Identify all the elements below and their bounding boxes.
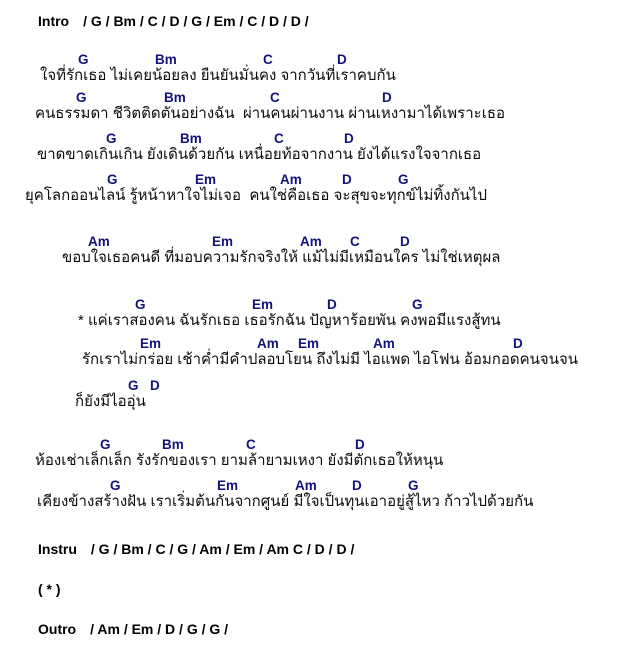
chord-line xyxy=(0,52,620,67)
chord-label: G xyxy=(76,90,87,105)
lyric-line: คนธรรมดา ชีวิตติดตันอย่างฉัน ผ่านคนผ่านงาน ผ่านเหงามาได้เพราะเธอ xyxy=(35,105,506,122)
chord-label: C xyxy=(263,52,273,67)
chord-label: G xyxy=(135,297,146,312)
chord-label: Em xyxy=(195,172,217,187)
section-heading xyxy=(38,12,309,30)
chord-label: D xyxy=(352,478,362,493)
lyric-line: ก็ยังมีไออุ่น xyxy=(75,393,146,410)
chord-label: D xyxy=(400,234,410,249)
section-heading xyxy=(38,540,354,558)
lyric-line: ใจที่รักเธอ ไม่เคยน้อยลง ยืนยันมั่นคง จากวันที่เราคบกัน xyxy=(40,67,396,84)
chord-label: D xyxy=(342,172,352,187)
chord-sequence: / G / Bm / C / D / G / Em / C / D / D / xyxy=(83,13,309,29)
chord-label: D xyxy=(382,90,392,105)
chord-label: Bm xyxy=(155,52,177,67)
chord-label: Bm xyxy=(162,437,184,452)
chord-line xyxy=(0,234,620,249)
chord-label: Am xyxy=(280,172,302,187)
chord-line xyxy=(0,478,620,493)
chord-label: D xyxy=(327,297,337,312)
chord-label: D xyxy=(513,336,523,351)
lyric-line: ขอบใจเธอคนดี ที่มอบความรักจริงให้ แม้ไม่มีเหมือนใคร ไม่ใช่เหตุผล xyxy=(62,249,501,266)
chord-label: G xyxy=(110,478,121,493)
chord-label: C xyxy=(246,437,256,452)
chord-label: Am xyxy=(373,336,395,351)
chord-label: Em xyxy=(217,478,239,493)
chord-label: Em xyxy=(252,297,274,312)
chord-label: Bm xyxy=(180,131,202,146)
chord-label: C xyxy=(274,131,284,146)
chord-label: Bm xyxy=(164,90,186,105)
lyric-line: ขาดขาดเกินเกิน ยังเดินด้วยกัน เหนื่อยท้อจากงาน ยังได้แรงใจจากเธอ xyxy=(37,146,482,163)
lyric-line: ห้องเช่าเล็กเล็ก รังรักของเรา ยามล้ายามเหงา ยังมีตักเธอให้หนุน xyxy=(35,452,444,469)
section-label: Intro xyxy=(38,13,70,29)
chord-label: D xyxy=(344,131,354,146)
chord-label: G xyxy=(398,172,409,187)
chord-label: C xyxy=(270,90,280,105)
repeat-mark: ( * ) xyxy=(38,581,61,597)
lyric-line: * แค่เราสองคน ฉันรักเธอ เธอรักฉัน ปัญหาร้อยพัน คงพอมีแรงสู้ทน xyxy=(78,312,501,329)
section-heading xyxy=(38,620,228,638)
chord-line xyxy=(0,336,620,351)
lyric-line: ยุคโลกออนไลน์ รู้หน้าหาใจไม่เจอ คนใช่คือเธอ จะสุขจะทุกข์ไม่ทิ้งกันไป xyxy=(25,187,487,204)
chord-label: Am xyxy=(257,336,279,351)
section-label: Instru xyxy=(38,541,77,557)
chord-label: D xyxy=(355,437,365,452)
chord-line xyxy=(0,90,620,105)
chord-label: Em xyxy=(298,336,320,351)
chord-label: Am xyxy=(295,478,317,493)
lyric-line: รักเราไม่กร่อย เช้าค่ำมีคำปลอบโยน ถึงไม่มี ไอแพด ไอโฟน อ้อมกอดคนจนจน xyxy=(82,351,578,368)
lyric-line: เคียงข้างสร้างฝัน เราเริ่มต้นกันจากศูนย์ มีใจเป็นทุนเอาอยู่สู้ไหว ก้าวไปด้วยกัน xyxy=(37,493,534,510)
chord-line xyxy=(0,131,620,146)
chord-sequence: / Am / Em / D / G / G / xyxy=(90,621,229,637)
chord-label: G xyxy=(412,297,423,312)
chord-label: Am xyxy=(88,234,110,249)
chord-label: G xyxy=(107,172,118,187)
chord-line xyxy=(0,378,620,393)
chord-label: C xyxy=(350,234,360,249)
chord-label: G xyxy=(408,478,419,493)
chord-line xyxy=(0,172,620,187)
chord-label: Em xyxy=(140,336,162,351)
chord-label: G xyxy=(128,378,139,393)
chord-label: G xyxy=(100,437,111,452)
chord-line xyxy=(0,437,620,452)
chord-label: Em xyxy=(212,234,234,249)
chord-line xyxy=(0,297,620,312)
chord-label: G xyxy=(78,52,89,67)
chord-label: D xyxy=(337,52,347,67)
chord-label: D xyxy=(150,378,160,393)
chord-sequence: / G / Bm / C / G / Am / Em / Am C / D / D / xyxy=(90,541,355,557)
chord-label: G xyxy=(106,131,117,146)
section-label: Outro xyxy=(38,621,77,637)
chord-label: Am xyxy=(300,234,322,249)
